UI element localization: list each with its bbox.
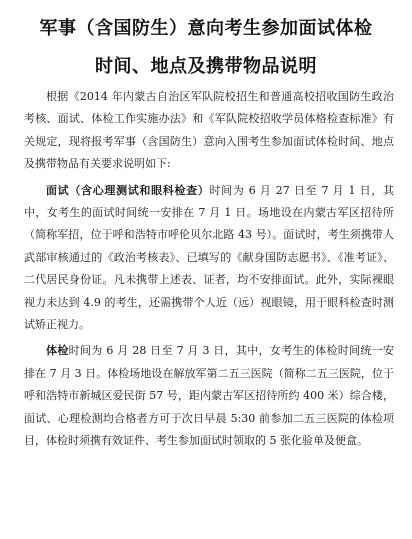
paragraph-text: 时间为 6 月 27 日至 7 月 1 日，其中，女考生的面试时间统一安排在 7 月 1 日。场地设在内蒙古军区招待所（简称军招，位于呼和浩特市呼伦贝尔北路 43 号）。面试时，考生须携带人武部审核通过的《政治考核表》、已填写的《献身国防志愿书》、《准考证》、二代居民身份证。凡未携带上述表、证者，均不安排面试。此外，实际裸眼视力未达到 4.9 的考生，还需携带个人近（远）视眼镜，用于眼科检查时测试矫正视力。 bbox=[24, 183, 394, 332]
interview-paragraph bbox=[24, 180, 394, 337]
document-body bbox=[24, 86, 394, 457]
document-title: 军事（含国防生）意向考生参加面试体检 bbox=[39, 18, 373, 39]
paragraph-text: 根据《2014 年内蒙古自治区军队院校招生和普通高校招收国防生政治考核、面试、体检工作实施办法》和《军队院校招收学员体格检查标准》有关规定，现将报考军事（含国防生）意向入围考生参加面试体检时间、地点及携带物品有关要求说明如下: bbox=[24, 90, 394, 171]
interview-heading: 面试（含心理测试和眼科检查） bbox=[46, 183, 210, 197]
physical-exam-paragraph bbox=[24, 340, 394, 452]
paragraph-text: 时间为 6 月 28 日至 7 月 3 日，其中，女考生的体检时间统一安排在 7 月 3 日。体检场地设在解放军第二五三医院（简称二五三医院，位于呼和浩特市新城区爱民街 57 号，距内蒙古军区招待所约 400 米）综合楼，面试、心理检测均合格者方可于次日早晨 5:30 前参加二五三医院的体检项目，体检时须携有效证件、考生参加面试时领取的 5 张化验单及便盒。 bbox=[24, 344, 395, 448]
document-subtitle: 时间、地点及携带物品说明 bbox=[95, 56, 317, 77]
physical-exam-heading: 体检 bbox=[46, 344, 69, 358]
intro-paragraph bbox=[24, 86, 394, 176]
